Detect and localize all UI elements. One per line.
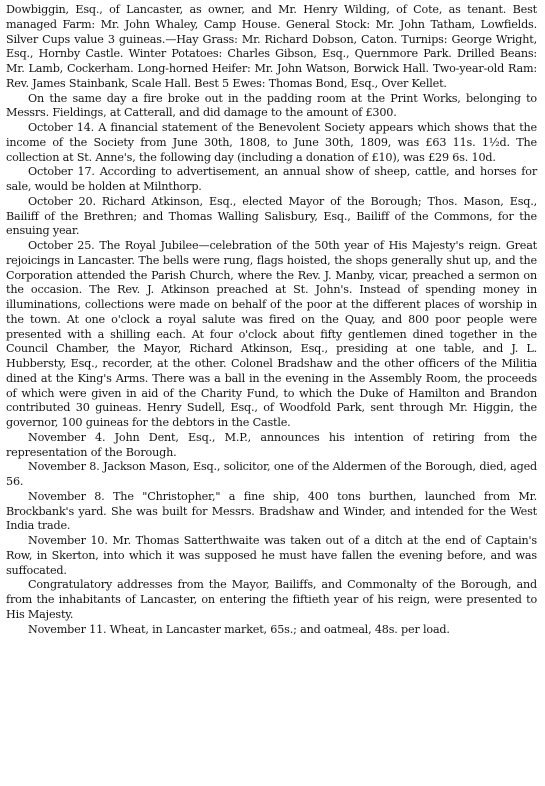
paragraph-october-25: October 25. The Royal Jubilee—celebration of the 50th year of His Majesty's reign. Great rejoicings in Lancaster. The bells were rung, flags hoisted, the shops generally shut up, and the Corporation attended the Parish Church, where the Rev. J. Manby, vicar, preached a sermon on the occasion. The Rev. J. Atkinson preached at St. John's. Instead of spending money in illuminations, collections were made on behalf of the poor at the different places of worship in the town. At one o'clock a royal salute was fired on the Quay, and 800 poor people were presented with a shilling each. At four o'clock about fifty gentlemen dined together in the Council Chamber, the Mayor, Richard Atkinson, Esq., presiding at one table, and J. L. Hubbersty, Esq., recorder, at the other. Colonel Bradshaw and the other officers of the Militia dined at the King's Arms. There was a ball in the evening in the Assembly Room, the proceeds of which were given in aid of the Charity Fund, to which the Duke of Hamilton and Brandon contributed 30 guineas. Henry Sudell, Esq., of Woodfold Park, sent through Mr. Higgin, the governor, 100 guineas for the debtors in the Castle. bbox=[6, 239, 537, 429]
paragraph-november-8-christopher: November 8. The "Christopher," a fine ship, 400 tons burthen, launched from Mr. Brockbank's yard. She was built for Messrs. Bradshaw and Winder, and intended for the West India trade. bbox=[6, 489, 537, 533]
paragraph-november-11: November 11. Wheat, in Lancaster market, 65s.; and oatmeal, 48s. per load. bbox=[28, 622, 450, 636]
paragraph-november-10: November 10. Mr. Thomas Satterthwaite was taken out of a ditch at the end of Captain's Row, in Skerton, into which it was supposed he must have fallen the evening before, and was suffocated. bbox=[6, 534, 537, 577]
paragraph-show-prizes: Dowbiggin, Esq., of Lancaster, as owner, and Mr. Henry Wilding, of Cote, as tenant. Best managed Farm: Mr. John Whaley, Camp House. General Stock: Mr. John Tatham, Lowfields. Silver Cups value 3 guineas.—Hay Grass: Mr. Richard Dobson, Caton. Turnips: George Wright, Esq., Hornby Castle. Winter Potatoes: Charles Gibson, Esq., Quernmore Park. Drilled Beans: Mr. Lamb, Cockerham. Long-horned Heifer: Mr. John Watson, Borwick Hall. Two-year-old Ram: Rev. James Stainbank, Scale Hall. Best 5 Ewes: Thomas Bond, Esq., Over Kellet. bbox=[6, 3, 537, 90]
paragraph-october-17: October 17. According to advertisement, an annual show of sheep, cattle, and horses for sale, would be holden at Milnthorp. bbox=[6, 165, 537, 193]
paragraph-congratulatory-addresses: Congratulatory addresses from the Mayor, Bailiffs, and Commonalty of the Borough, and from the inhabitants of Lancaster, on entering the fiftieth year of his reign, were presented to His Majesty. bbox=[6, 578, 537, 621]
paragraph-october-20: October 20. Richard Atkinson, Esq., elected Mayor of the Borough; Thos. Mason, Esq., Bailiff of the Brethren; and Thomas Walling Salisbury, Esq., Bailiff of the Commons, for the ensuing year. bbox=[6, 194, 537, 238]
paragraph-print-works-fire: On the same day a fire broke out in the padding room at the Print Works, belonging to Messrs. Fieldings, at Catterall, and did damage to the amount of £300. bbox=[6, 91, 537, 120]
paragraph-november-4: November 4. John Dent, Esq., M.P., announces his intention of retiring from the representation of the Borough. bbox=[6, 430, 537, 459]
paragraph-october-14: October 14. A financial statement of the Benevolent Society appears which shows that the income of the Society from June 30th, 1808, to June 30th, 1809, was £63 11s. 1½d. The collection at St. Anne's, the following day (including a donation of £10), was £29 6s. 10d. bbox=[6, 121, 537, 164]
paragraph-november-8-mason: November 8. Jackson Mason, Esq., solicitor, one of the Aldermen of the Borough, died, aged 56. bbox=[6, 460, 537, 488]
